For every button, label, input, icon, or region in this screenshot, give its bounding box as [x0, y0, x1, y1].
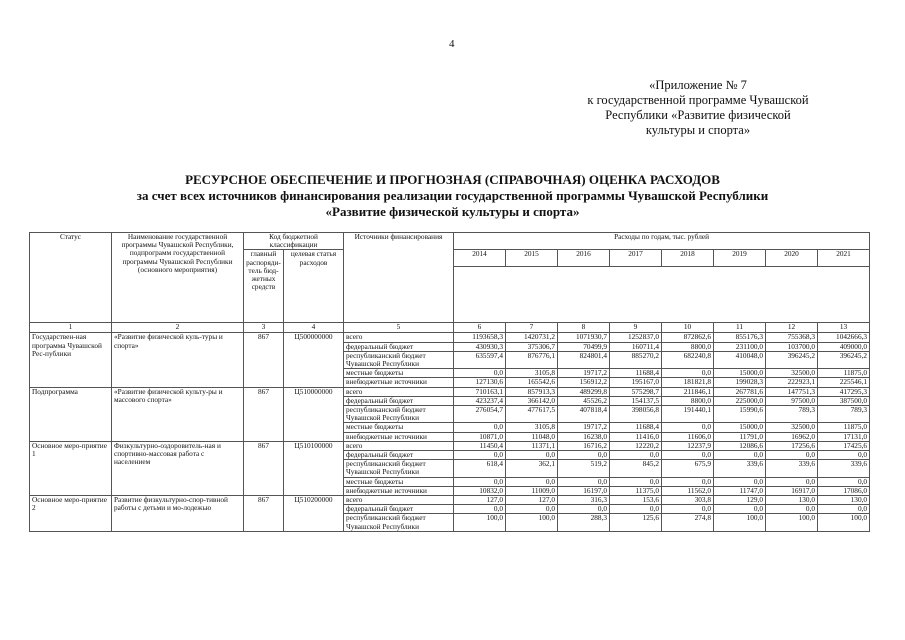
status-cell: Подпрограмма — [30, 387, 112, 441]
value-cell: 1071930,7 — [558, 333, 610, 342]
value-cell: 19717,2 — [558, 423, 610, 432]
value-cell: 199028,3 — [714, 378, 766, 387]
title-line: «Развитие физической культуры и спорта» — [325, 204, 580, 219]
manager-code-cell: 867 — [244, 441, 284, 495]
value-cell: 0,0 — [506, 451, 558, 460]
value-cell: 11688,4 — [610, 369, 662, 378]
value-cell: 11688,4 — [610, 423, 662, 432]
header-status: Статус — [30, 233, 112, 323]
value-cell: 15990,6 — [714, 406, 766, 423]
value-cell: 0,0 — [714, 477, 766, 486]
value-cell: 885270,2 — [610, 351, 662, 368]
header-spacer — [454, 267, 870, 323]
value-cell: 32500,0 — [766, 369, 818, 378]
value-cell: 10832,0 — [454, 486, 506, 495]
value-cell: 0,0 — [454, 451, 506, 460]
value-cell: 430930,3 — [454, 342, 506, 351]
value-cell: 710163,1 — [454, 387, 506, 396]
source-cell: федеральный бюджет — [344, 451, 454, 460]
value-cell: 824801,4 — [558, 351, 610, 368]
target-article-cell: Ц500000000 — [284, 333, 344, 387]
value-cell: 0,0 — [610, 505, 662, 514]
value-cell: 191440,1 — [662, 406, 714, 423]
value-cell: 165542,6 — [506, 378, 558, 387]
value-cell: 396245,2 — [818, 351, 870, 368]
value-cell: 130,0 — [818, 496, 870, 505]
value-cell: 12086,6 — [714, 441, 766, 450]
source-cell: всего — [344, 333, 454, 342]
source-cell: местные бюджеты — [344, 423, 454, 432]
value-cell: 0,0 — [662, 423, 714, 432]
value-cell: 0,0 — [506, 477, 558, 486]
value-cell: 398056,8 — [610, 406, 662, 423]
manager-code-cell: 867 — [244, 387, 284, 441]
status-cell: Основное меро-приятие 2 — [30, 496, 112, 532]
value-cell: 11606,0 — [662, 432, 714, 441]
value-cell: 15000,0 — [714, 423, 766, 432]
value-cell: 97500,0 — [766, 396, 818, 405]
value-cell: 11416,0 — [610, 432, 662, 441]
value-cell: 0,0 — [662, 369, 714, 378]
value-cell: 0,0 — [454, 505, 506, 514]
value-cell: 675,9 — [662, 460, 714, 477]
value-cell: 362,1 — [506, 460, 558, 477]
status-cell: Основное меро-приятие 1 — [30, 441, 112, 495]
value-cell: 0,0 — [454, 477, 506, 486]
value-cell: 0,0 — [818, 451, 870, 460]
value-cell: 16917,0 — [766, 486, 818, 495]
source-cell: республиканский бюджет Чувашской Республики — [344, 460, 454, 477]
value-cell: 231100,0 — [714, 342, 766, 351]
value-cell: 0,0 — [662, 505, 714, 514]
value-cell: 17086,0 — [818, 486, 870, 495]
value-cell: 635597,4 — [454, 351, 506, 368]
header-year: 2015 — [506, 250, 558, 267]
header-year: 2017 — [610, 250, 662, 267]
value-cell: 0,0 — [558, 477, 610, 486]
value-cell: 409000,0 — [818, 342, 870, 351]
manager-code-cell: 867 — [244, 333, 284, 387]
value-cell: 0,0 — [558, 451, 610, 460]
appendix-caption — [558, 78, 838, 138]
value-cell: 100,0 — [506, 514, 558, 531]
value-cell: 366142,0 — [506, 396, 558, 405]
value-cell: 225000,0 — [714, 396, 766, 405]
header-year: 2016 — [558, 250, 610, 267]
target-article-cell: Ц510100000 — [284, 441, 344, 495]
value-cell: 11875,0 — [818, 369, 870, 378]
value-cell: 100,0 — [766, 514, 818, 531]
value-cell: 618,4 — [454, 460, 506, 477]
value-cell: 127,0 — [454, 496, 506, 505]
value-cell: 195167,0 — [610, 378, 662, 387]
budget-table — [29, 232, 870, 532]
value-cell: 339,6 — [714, 460, 766, 477]
value-cell: 147751,3 — [766, 387, 818, 396]
column-number: 7 — [506, 323, 558, 333]
value-cell: 211846,1 — [662, 387, 714, 396]
value-cell: 11048,0 — [506, 432, 558, 441]
header-year: 2020 — [766, 250, 818, 267]
value-cell: 0,0 — [454, 423, 506, 432]
column-number: 3 — [244, 323, 284, 333]
column-number: 13 — [818, 323, 870, 333]
source-cell: всего — [344, 387, 454, 396]
value-cell: 0,0 — [818, 477, 870, 486]
value-cell: 876776,1 — [506, 351, 558, 368]
value-cell: 10871,0 — [454, 432, 506, 441]
value-cell: 1420731,2 — [506, 333, 558, 342]
value-cell: 130,0 — [766, 496, 818, 505]
value-cell: 127130,6 — [454, 378, 506, 387]
header-budget-code: Код бюджетной классификации — [244, 233, 344, 250]
column-number: 10 — [662, 323, 714, 333]
value-cell: 100,0 — [454, 514, 506, 531]
value-cell: 11562,0 — [662, 486, 714, 495]
value-cell: 225546,1 — [818, 378, 870, 387]
value-cell: 682240,8 — [662, 351, 714, 368]
value-cell: 375306,7 — [506, 342, 558, 351]
value-cell: 0,0 — [662, 451, 714, 460]
source-cell: республиканский бюджет Чувашской Республики — [344, 351, 454, 368]
value-cell: 789,3 — [766, 406, 818, 423]
source-cell: местные бюджеты — [344, 477, 454, 486]
value-cell: 125,6 — [610, 514, 662, 531]
column-number-row — [30, 323, 870, 333]
source-cell: республиканский бюджет Чувашской Республики — [344, 514, 454, 531]
appendix-line: «Приложение № 7 — [649, 78, 747, 92]
program-name-cell: «Развитие физической куль-туры и спорта» — [112, 333, 244, 387]
value-cell: 1252837,0 — [610, 333, 662, 342]
value-cell: 0,0 — [506, 505, 558, 514]
source-cell: внебюджетные источники — [344, 486, 454, 495]
value-cell: 1193658,3 — [454, 333, 506, 342]
value-cell: 519,2 — [558, 460, 610, 477]
column-number: 12 — [766, 323, 818, 333]
value-cell: 8800,0 — [662, 396, 714, 405]
value-cell: 16238,0 — [558, 432, 610, 441]
value-cell: 288,3 — [558, 514, 610, 531]
value-cell: 477617,5 — [506, 406, 558, 423]
source-cell: федеральный бюджет — [344, 505, 454, 514]
value-cell: 857913,3 — [506, 387, 558, 396]
value-cell: 11450,4 — [454, 441, 506, 450]
value-cell: 11375,0 — [610, 486, 662, 495]
value-cell: 303,8 — [662, 496, 714, 505]
value-cell: 45526,2 — [558, 396, 610, 405]
target-article-cell: Ц510200000 — [284, 496, 344, 532]
column-number: 2 — [112, 323, 244, 333]
value-cell: 0,0 — [662, 477, 714, 486]
value-cell: 339,6 — [766, 460, 818, 477]
value-cell: 0,0 — [766, 505, 818, 514]
value-cell: 129,0 — [714, 496, 766, 505]
appendix-line: культуры и спорта» — [645, 123, 751, 137]
value-cell: 100,0 — [714, 514, 766, 531]
value-cell: 154137,5 — [610, 396, 662, 405]
value-cell: 3105,8 — [506, 423, 558, 432]
source-cell: всего — [344, 441, 454, 450]
value-cell: 16197,0 — [558, 486, 610, 495]
value-cell: 70499,9 — [558, 342, 610, 351]
value-cell: 160711,4 — [610, 342, 662, 351]
manager-code-cell: 867 — [244, 496, 284, 532]
table-header — [30, 233, 870, 333]
table-row — [30, 387, 870, 396]
header-expenses: Расходы по годам, тыс. рублей — [454, 233, 870, 250]
value-cell: 410048,0 — [714, 351, 766, 368]
table-row — [30, 441, 870, 450]
value-cell: 103700,0 — [766, 342, 818, 351]
value-cell: 16716,2 — [558, 441, 610, 450]
value-cell: 417295,3 — [818, 387, 870, 396]
value-cell: 489299,8 — [558, 387, 610, 396]
value-cell: 855176,3 — [714, 333, 766, 342]
status-cell: Государствен-ная программа Чувашской Рес-публики — [30, 333, 112, 387]
value-cell: 0,0 — [610, 477, 662, 486]
value-cell: 274,8 — [662, 514, 714, 531]
value-cell: 16962,0 — [766, 432, 818, 441]
value-cell: 1042666,3 — [818, 333, 870, 342]
title-line: за счет всех источников финансирования реализации государственной программы Чувашской Республики — [136, 188, 769, 203]
appendix-line: Республики «Развитие физической — [605, 108, 791, 122]
value-cell: 0,0 — [714, 505, 766, 514]
header-sources: Источники финансирования — [344, 233, 454, 323]
header-year: 2018 — [662, 250, 714, 267]
document-title — [0, 172, 905, 220]
value-cell: 153,6 — [610, 496, 662, 505]
value-cell: 11791,0 — [714, 432, 766, 441]
value-cell: 396245,2 — [766, 351, 818, 368]
value-cell: 222923,1 — [766, 378, 818, 387]
page-number: 4 — [449, 38, 455, 50]
value-cell: 12237,9 — [662, 441, 714, 450]
source-cell: федеральный бюджет — [344, 342, 454, 351]
value-cell: 32500,0 — [766, 423, 818, 432]
value-cell: 387500,0 — [818, 396, 870, 405]
column-number: 6 — [454, 323, 506, 333]
table-row — [30, 333, 870, 342]
header-year: 2019 — [714, 250, 766, 267]
source-cell: внебюджетные источники — [344, 432, 454, 441]
value-cell: 789,3 — [818, 406, 870, 423]
value-cell: 12220,2 — [610, 441, 662, 450]
value-cell: 872862,6 — [662, 333, 714, 342]
value-cell: 0,0 — [766, 477, 818, 486]
value-cell: 276054,7 — [454, 406, 506, 423]
program-name-cell: Физкультурно-оздоровитель-ная и спортивно-массовая работа с населением — [112, 441, 244, 495]
value-cell: 0,0 — [558, 505, 610, 514]
value-cell: 3105,8 — [506, 369, 558, 378]
value-cell: 316,3 — [558, 496, 610, 505]
column-number: 4 — [284, 323, 344, 333]
column-number: 8 — [558, 323, 610, 333]
program-name-cell: «Развитие физической культу-ры и массового спорта» — [112, 387, 244, 441]
value-cell: 0,0 — [714, 451, 766, 460]
header-target-article: целевая статья расходов — [284, 250, 344, 323]
source-cell: республиканский бюджет Чувашской Республики — [344, 406, 454, 423]
value-cell: 0,0 — [454, 369, 506, 378]
value-cell: 127,0 — [506, 496, 558, 505]
appendix-line: к государственной программе Чувашской — [587, 93, 809, 107]
value-cell: 17131,0 — [818, 432, 870, 441]
value-cell: 0,0 — [818, 505, 870, 514]
source-cell: внебюджетные источники — [344, 378, 454, 387]
value-cell: 11875,0 — [818, 423, 870, 432]
source-cell: местные бюджеты — [344, 369, 454, 378]
column-number: 5 — [344, 323, 454, 333]
value-cell: 17425,6 — [818, 441, 870, 450]
header-main-manager: главный распоряди-тель бюд-жетных средств — [244, 250, 284, 323]
value-cell: 267781,6 — [714, 387, 766, 396]
source-cell: федеральный бюджет — [344, 396, 454, 405]
value-cell: 339,6 — [818, 460, 870, 477]
target-article-cell: Ц510000000 — [284, 387, 344, 441]
table-row — [30, 496, 870, 505]
value-cell: 11009,0 — [506, 486, 558, 495]
value-cell: 11747,0 — [714, 486, 766, 495]
value-cell: 11371,1 — [506, 441, 558, 450]
table-body — [30, 333, 870, 531]
value-cell: 156912,2 — [558, 378, 610, 387]
value-cell: 845,2 — [610, 460, 662, 477]
value-cell: 407818,4 — [558, 406, 610, 423]
value-cell: 755368,3 — [766, 333, 818, 342]
value-cell: 575298,7 — [610, 387, 662, 396]
header-year: 2014 — [454, 250, 506, 267]
header-year: 2021 — [818, 250, 870, 267]
column-number: 11 — [714, 323, 766, 333]
value-cell: 100,0 — [818, 514, 870, 531]
title-line: РЕСУРСНОЕ ОБЕСПЕЧЕНИЕ И ПРОГНОЗНАЯ (СПРАВОЧНАЯ) ОЦЕНКА РАСХОДОВ — [185, 172, 720, 187]
value-cell: 19717,2 — [558, 369, 610, 378]
value-cell: 8800,0 — [662, 342, 714, 351]
program-name-cell: Развитие физкультурно-спор-тивной работы с детьми и мо-лодежью — [112, 496, 244, 532]
value-cell: 0,0 — [610, 451, 662, 460]
column-number: 9 — [610, 323, 662, 333]
value-cell: 17256,6 — [766, 441, 818, 450]
value-cell: 423237,4 — [454, 396, 506, 405]
value-cell: 181821,8 — [662, 378, 714, 387]
value-cell: 0,0 — [766, 451, 818, 460]
header-name: Наименование государственной программы Чувашской Республики, подпрограмм государственной программы Чувашской Республики (основного мероприятия) — [112, 233, 244, 323]
column-number: 1 — [30, 323, 112, 333]
source-cell: всего — [344, 496, 454, 505]
value-cell: 15000,0 — [714, 369, 766, 378]
